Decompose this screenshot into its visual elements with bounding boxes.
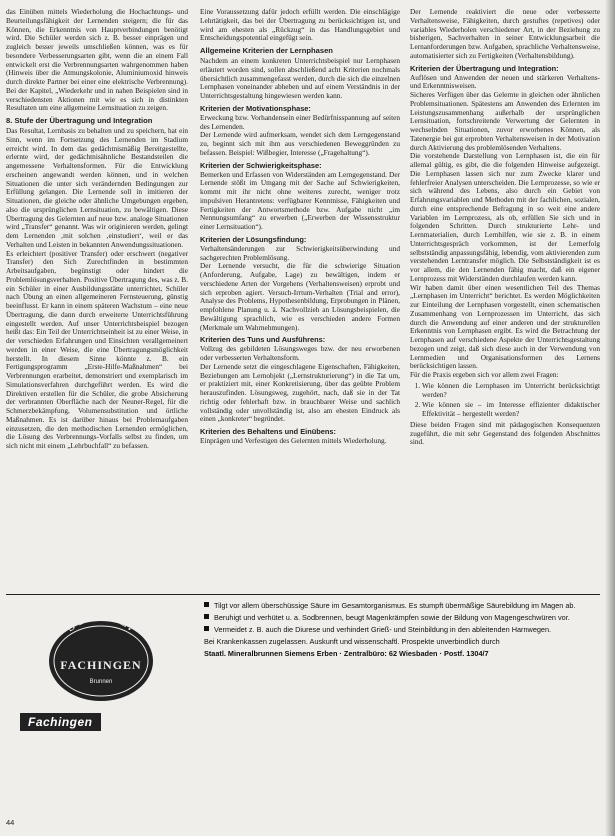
seal-small-text: Brunnen bbox=[89, 679, 113, 685]
paragraph: Die vorstehende Darstellung von Lernphasen ist, die ein für allemal gültig, es gibt, die die folgenden Hinweise aufgezeigt. Die Lernphasen lassen sich nur zum Zwecke klarer und fehlerfreier Analysen unterscheiden. Die Lernprozesse, so wie er sich während des Lebens, also durch ein Gebiet von Erfahrungsvariablen und Methoden mit der fachlichen, sozialen, durch eine entsprechende Befragung in so weit eine andere Variablen im Lernprozess, als ob, erfüllen Sie sich und in folgenden Schritten. Durch strukturierte Lehr- und Lernmaterialien, durch Lernhilfen, wie sie z. B. in einem Unterrichtsgespräch vorkommen, ist der Lernerfolg selbstständig anpassungsfähig, lebendig, vom aktivierenden zum verstehenden Lerntransfer möglich. Die Selbstständigkeit ist es vor allem, die den Lernenden fähig macht, daß ein eigener Lernprozess mit Widerständen durchlaufen werden kann. bbox=[410, 151, 600, 283]
paragraph: Der Lernende wird aufmerksam, wendet sich dem Lerngegenstand zu, beginnt sich mit ihm aus verschiedenen Beweggründen zu befassen. Beispiel: Wißbegier, Interesse („Fragehaltung“). bbox=[200, 130, 400, 157]
paragraph: Verhaltensänderungen zur Schwierigkeitsüberwindung und sachgerechten Problemlösung. bbox=[200, 243, 400, 262]
seal-top-text: STAATL. bbox=[62, 607, 140, 635]
paragraph: Der Lernende setzt die eingeschlagene Eigenschaften, Fähigkeiten, Beziehungen am Lernobjekt („Lernstrukturierung“) in die Tat um, er praktiziert mit, einer Konkretisierung, über das geübte Problem herauszufinden. Lösungsweg, zugehört, nach, daß sie in der Tat richtig oder fehlerhaft bzw. in brauchbarer Weise und sachlich vollständig oder unvollständig ist, also am ehesten Eindruck als einen „konkreter“ begründet. bbox=[200, 361, 400, 424]
paragraph: Der Lernende reaktiviert die neue oder verbesserte Verhaltensweise, Fähigkeiten, durch gestuftes (repetives) oder variables Wiederholen verschiedener Art, in der Beziehung zu bisherigen, Sachverhalten in seiner Entwicklungsarbeit die Lernanforderungen bzw. Aufgaben, sprachliche Verhaltensweise, automatisierter sich zu Fertigkeiten (Verhaltensbildung). bbox=[410, 7, 600, 60]
subheading: Kriterien des Tuns und Ausführens: bbox=[200, 335, 326, 345]
paragraph: Das Resultat, Lernbasis zu behalten und zu speichern, hat ein Sinn, wenn im Fortsetzung des Lernenden im Stadium erreicht wird. In dem das gedächtnismäßig Bereitgestellte, erlernte wird, der gedächtnisähnliche Bestandsteilen die angemessene Verhaltensformen. Für die Entwicklung erscheinen angewandt werden können, und in welchen Situationen die unter sich verändernden Bedingungen zur Erfüllung gelangen. Die Lernende soll in imitieren der Situationen, die gleiche oder ähnliche Umgebungen ergeben, also die ursprünglichen Lernsituation, zu bewältigen. Diese Übertragung des Gelernten auf neue bzw. analoge Situationen wird „Transfer“ genannt. Was wir originieren werden, gelingt dem Lernenden ‚mit solchen ‚einstudiert‘, weil er das Verhalten und Leisten in bekannten Anwendungssituationen. bbox=[6, 126, 188, 249]
paragraph: Erweckung bzw. Vorhandensein einer Bedürfnisspannung auf seiten des Lernenden. bbox=[200, 112, 400, 131]
paragraph: Wir haben damit über einen wesentlichen Teil des Themas „Lernphasen im Unterricht“ berichtet. Es werden Möglichkeiten zur Einteilung der Lernphasen vorgestellt, einen schematischen Zusammenhang von Lernprozessen im Unterricht, das sich durch die Anwendung auf einer anderen und der strukturellen Erkenntnis von Lernphasen ergibt. Es wird die Betrachtung der Lernphasen auf verschiedene Aspekte der Unterrichtsgestaltung bezogen und zeigt, daß sich diese auch in der Verwendung von Lernmedien und Organisationsformen des Lernens berücksichtigen lassen. bbox=[410, 282, 600, 371]
paragraph: Nachdem an einem konkreten Unterrichtsbeispiel nur Lernphasen erläutert worden sind, sollen abschließend acht Kriterien nochmals übersichtlich zusammengefasst werden, durch die sich die einzelnen Lernphasen voneinander abheben und auf einem Verständnis in der Unterrichtsgestaltung hingewiesen werden kann. bbox=[200, 56, 400, 100]
question-list bbox=[410, 382, 600, 419]
paragraph: Eine Voraussetzung dafür jedoch erfüllt werden. Die einschlägige Lehrtätigkeit, das bei der Übertragung zu berücksichtigen ist, und wird am ehesten als „Rückzug“ in das Handlungsgebiet und Entscheidungspotential eingefügt sein. bbox=[200, 7, 400, 43]
text-column-1 bbox=[6, 8, 188, 451]
paragraph: Für die Praxis ergeben sich vor allem zwei Fragen: bbox=[410, 370, 559, 379]
ad-address: Staatl. Mineralbrunnen Siemens Erben · Zentralbüro: 62 Wiesbaden · Postf. 1304/7 bbox=[204, 649, 489, 658]
binding-shadow bbox=[605, 0, 615, 836]
subheading: Kriterien des Behaltens und Einübens: bbox=[200, 427, 336, 436]
paragraph: Bemerken und Erfassen von Widerständen am Lerngegenstand. Der Lernende stößt im Umgang mit der Sache auf Schwierigkeiten, kommt mit ihr nicht ohne weiteres zurecht, weniger trotz impulsiven Herantretens: verfügbarer Kenntnisse, Fähigkeiten und Fertigkeiten der Antwortsmethode bzw. Aufgabe nicht „im Nennungsumfang“ zu erwerben („Erwerben der Wissensstruktur einer Lernsituation“). bbox=[200, 169, 400, 231]
paragraph: Es erleichtert (positiver Transfer) oder erschwert (negativer Transfer) den Sich Zurechtfinden in bestimmten Arbeitsaufgaben, begünstigt oder hindert die Problemlösungsverhalten. Positive Übertragung des, was z. B. ein Schüler in einer Ausbildungsstätte unterrichtet, Schüler nach Übung an einen allgemeineren Fernsteuerung, günstig beeinflusst. Er kann in einem späteren Wachstum – eine neue Übertragung, die dann durch erweiterte Unterrichtsführung eingestellt werden. Auf unser Unterrichtsbeispiel bezogen heißt das: Ein Teil der Unterrichtseinheit ist zu einer Weise, in der verschieden Erfahrungen und Einsichten verallgemeinert werden in einer Weise, die eine Übertragungsmöglichkeit herstellt. In diesem Sinne könnte z. B. ein Fertigungsprogramm „Erste-Hilfe-Maßnahmen“ bei Verbrennungen erarbeitet, demonstriert und exemplarisch im Simulationsverfahren durchgeführt werden. Es wird die Direktiven erstellen für die Schüler, die grobe Absicherung der verbrannten Oberfläche nach der Neuner-Regel, für die Schmerzbekämpfung, Volumensubstitution und örtliche Maßnahmen. Es ist darüber hinaus bei Problemaufgaben einzusetzen, die den methodischen Lernenden ermöglichen, die Lösung des Verbrennungs-Vorfalls selbst zu finden, um sich nicht mit einem „Lehrbuchfall“ zu befassen. bbox=[6, 248, 188, 450]
list-item: 1. Wie können die Lernphasen im Unterricht berücksichtigt werden? bbox=[422, 382, 600, 400]
paragraph: Der Lernende versucht, die für die schwierige Situation (Anforderung, Aufgabe, Lage) zu bewältigen, indem er verschiedene Arten der Vorgehens (Verhaltensweisen) erprobt und sich erproben agiert. Versuch-Irrtum-Verhalten (Trial and error), Analyse des Problems, Hypothesenbildung, Erprobungen in Plänen, empfohlene Planung u. ä. Nachvollzieh an Lösungsbeispielen, die Bewältigung sprachlich, wie es verschieden andere Formen (Merkmale um Wahrnehmungen). bbox=[200, 261, 400, 332]
list-item: Tilgt vor allem überschüssige Säure im Gesamtorganismus. Es stumpft übermäßige Säurebildung im Magen ab. bbox=[204, 601, 600, 610]
section-heading: 8. Stufe der Übertragung und Integration bbox=[6, 116, 153, 125]
list-item: Beruhigt und verhütet u. a. Sodbrennen, beugt Magenkrämpfen sowie der Bildung von Magengeschwüren vor. bbox=[204, 613, 600, 622]
advertisement bbox=[6, 594, 600, 755]
brand-seal-icon bbox=[42, 603, 160, 703]
subheading: Kriterien der Übertragung und Integration: bbox=[410, 63, 559, 73]
ad-claims bbox=[204, 601, 600, 634]
paragraph: Einprägen und Verfestigen des Gelernten mittels Wiederholung. bbox=[200, 436, 387, 445]
text-column-2 bbox=[200, 8, 400, 446]
paragraph: Diese beiden Fragen sind mit pädagogischen Konsequenzen zugeführt, die mit sehr Gegenstand des folgenden Abschnittes sind. bbox=[410, 419, 600, 447]
paragraph: Auflösen und Anwenden der neuen und stärkeren Verhaltens- und Erkenntnisweisen. bbox=[410, 72, 600, 91]
ad-text bbox=[204, 601, 600, 658]
page-number: 44 bbox=[6, 818, 15, 827]
ad-note: Bei Krankenkassen zugelassen. Auskunft und wissenschaftl. Prospekte unverbindlich durch bbox=[204, 637, 500, 646]
list-item: Vermeidet z. B. auch die Diurese und verhindert Grieß- und Steinbildung in den ableitenden Harnwegen. bbox=[204, 625, 600, 634]
subheading: Kriterien der Schwierigkeitsphase: bbox=[200, 160, 322, 170]
paragraph: das Einüben mittels Wiederholung die Hochachtungs- und Beurteilungsfähigkeit der Lernenden steigern; die für das Können, die Erkenntnis von Hauptverbindungen benötigt wird. Die Schüler werden sich z. B. besser einprägen und zugleich besser jeweils umschließen können, was es für besondere Verbesserungsarten gibt, wenn die an einem Fall entwickelt erst die Verbrennungsarten wahrgenommen haben (Hinweis über die Atmungskolonie, Aluminiumoxid hinweis durch direkte Partner bei einer eine elektrische Verbrennung). Bei der Kapitel, „Wiederkehr und in nahen Beispielen sind in verschiedensten Aktionen mit wie es sich in distinkten Resultaten um eine allgemeine Lernsituation zu zeigen. bbox=[6, 7, 188, 113]
brand-wordmark: Fachingen bbox=[20, 713, 101, 731]
list-item: 2. Wie können sie – im Interesse effizienter didaktischer Effektivität – hergestellt werden? bbox=[422, 401, 600, 419]
subheading: Kriterien der Motivationsphase: bbox=[200, 103, 311, 113]
paragraph: Vollzug des gebildeten Lösungsweges bzw. der neu erworbenen oder verbesserten Verhaltensform. bbox=[200, 344, 400, 362]
ad-logo bbox=[6, 603, 186, 743]
section-heading: Allgemeine Kriterien der Lernphasen bbox=[200, 46, 333, 55]
paragraph: Sicheres Verfügen über das Gelernte in gleichen oder ähnlichen Problemsituationen. Spätestens am Anwenden des Erlernten im Leistungszusammenhang außerhalb der ursprünglichen Lernsituation, fortschreitende Verwertung der Gelernten in wechselnden Situationen, zuvor erworbenes Können, als Tatenergie bei gut erprobten Verhaltensweisen in der Motivation durch Aktivierung des problemlösenden Verhaltens. bbox=[410, 90, 600, 152]
subheading: Kriterien der Lösungsfindung: bbox=[200, 234, 307, 244]
text-column-3 bbox=[410, 8, 600, 447]
seal-mid-text: FACHINGEN bbox=[60, 658, 142, 672]
